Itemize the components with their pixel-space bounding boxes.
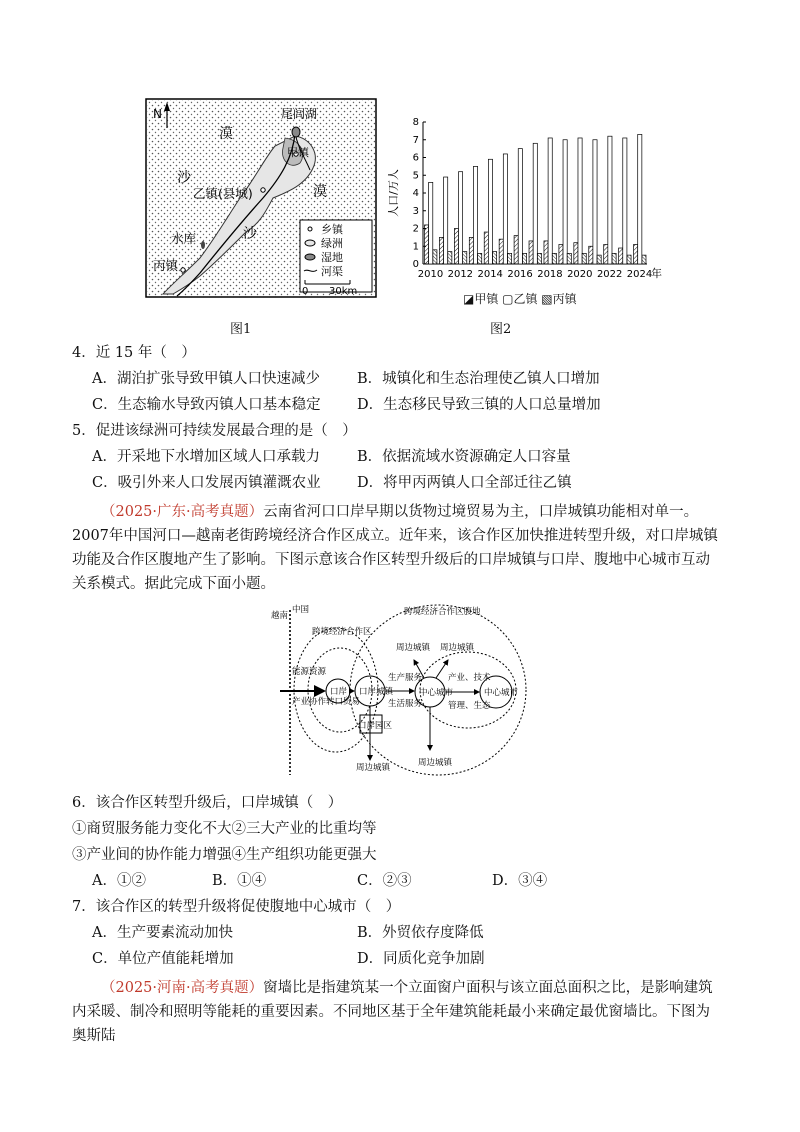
- q6-option-c[interactable]: C．②③: [357, 873, 412, 889]
- bar-丙镇-2016: [522, 253, 526, 264]
- legend-wetland: 湿地: [321, 251, 343, 264]
- bar-甲镇-2014: [484, 232, 488, 264]
- x-tick-label: 2016: [507, 269, 533, 280]
- town-bing-marker: [181, 268, 185, 272]
- q6-stem: 6．该合作区转型升级后，口岸城镇（ ）: [72, 795, 343, 811]
- bar-丙镇-2020: [582, 253, 586, 264]
- bar-乙镇-2019: [563, 140, 567, 264]
- y-axis-label: 人口/万人: [387, 169, 400, 217]
- bar-乙镇-2011: [444, 177, 448, 264]
- bar-丙镇-2023: [627, 255, 631, 264]
- diag-mgmt: 管理、生态: [448, 701, 491, 711]
- bar-甲镇-2022: [604, 244, 608, 264]
- q7-option-c[interactable]: C．单位产值能耗增加: [92, 951, 234, 967]
- y-tick-label: 8: [412, 117, 419, 128]
- bar-甲镇-2015: [499, 239, 503, 264]
- label-tail-lake: 尾闾湖: [281, 107, 318, 121]
- x-tick-label: 2012: [447, 269, 474, 280]
- bar-乙镇-2023: [623, 138, 627, 264]
- scale-end: 30km: [329, 286, 358, 297]
- y-tick-label: 1: [412, 241, 419, 253]
- x-tick-label: 2010: [417, 269, 444, 280]
- bar-乙镇-2024: [638, 134, 642, 264]
- bar-乙镇-2015: [503, 154, 507, 264]
- bar-丙镇-2024: [642, 255, 646, 264]
- bar-乙镇-2013: [473, 166, 477, 264]
- q7-option-d[interactable]: D．同质化竞争加剧: [357, 951, 485, 967]
- diag-hinterland: 跨境经济合作区腹地: [404, 607, 481, 617]
- diag-industry: 产业协作转口贸易: [292, 697, 361, 707]
- y-tick-label: 6: [412, 152, 419, 164]
- diag-port-park: 口岸园区: [358, 721, 393, 731]
- diag-center-1: 中心城市: [419, 688, 454, 698]
- y-tick-label: 3: [412, 205, 419, 217]
- passage-3-source: （2025·河南·高考真题）: [101, 980, 264, 996]
- bar-甲镇-2012: [454, 229, 458, 265]
- bar-丙镇-2018: [552, 253, 556, 264]
- diag-zone: 跨境经济合作区: [312, 627, 372, 637]
- bar-甲镇-2023: [619, 248, 623, 264]
- q4-option-b[interactable]: B．城镇化和生态治理使乙镇人口增加: [357, 371, 600, 387]
- x-tick-label: 2014: [477, 269, 503, 280]
- legend-town: 乡镇: [321, 223, 343, 236]
- label-yi: 乙镇(县城): [193, 186, 253, 201]
- q7-option-a[interactable]: A．生产要素流动加快: [92, 925, 233, 941]
- figure-1-caption: 图1: [230, 322, 252, 337]
- bar-甲镇-2017: [529, 241, 533, 264]
- bar-甲镇-2021: [589, 246, 593, 264]
- y-tick-label: 0: [412, 259, 419, 270]
- bar-乙镇-2016: [518, 149, 522, 264]
- bar-甲镇-2019: [559, 244, 563, 264]
- bar-丙镇-2010: [433, 250, 437, 264]
- q5-option-d[interactable]: D．将甲丙两镇人口全部迁往乙镇: [357, 475, 572, 491]
- diag-center-2: 中心城市: [484, 688, 519, 698]
- bar-乙镇-2022: [608, 136, 612, 264]
- bar-甲镇-2024: [634, 244, 638, 264]
- bar-甲镇-2016: [514, 236, 518, 264]
- label-sand-2: 沙: [243, 226, 257, 242]
- bar-丙镇-2012: [463, 252, 467, 264]
- q5-option-c[interactable]: C．吸引外来人口发展丙镇灌溉农业: [92, 475, 321, 491]
- bar-甲镇-2013: [469, 237, 473, 264]
- bar-丙镇-2021: [597, 255, 601, 264]
- bar-甲镇-2018: [544, 241, 548, 264]
- bar-丙镇-2015: [507, 253, 511, 264]
- label-reservoir: 水库: [171, 231, 197, 246]
- diag-life: 生活服务: [388, 699, 423, 709]
- passage-3: [72, 976, 720, 1048]
- bar-丙镇-2022: [612, 253, 616, 264]
- figure-1-map: [145, 98, 377, 298]
- reservoir-marker: [201, 241, 205, 249]
- q6-option-b[interactable]: B．①④: [212, 873, 267, 889]
- x-axis-label: 年: [651, 267, 662, 280]
- chart-legend: ◪甲镇 ▢乙镇 ▧丙镇: [463, 292, 577, 306]
- q4-option-d[interactable]: D．生态移民导致三镇的人口总量增加: [357, 397, 601, 413]
- diag-periph-3: 周边城镇: [440, 643, 475, 653]
- label-jia: 甲镇: [287, 146, 309, 159]
- figure-2-chart: [375, 110, 665, 310]
- diag-port-town: 口岸城镇: [359, 687, 394, 697]
- bar-甲镇-2020: [574, 243, 578, 264]
- x-tick-label: 2022: [596, 269, 623, 280]
- diag-port: 口岸: [330, 687, 348, 697]
- oasis-map: [145, 98, 377, 298]
- bar-甲镇-2011: [439, 237, 443, 264]
- q4-option-a[interactable]: A．湖泊扩张导致甲镇人口快速减少: [92, 371, 320, 387]
- bar-乙镇-2017: [533, 143, 537, 264]
- diag-periph-1: 周边城镇: [356, 763, 391, 773]
- q6-statements-12: ①商贸服务能力变化不大②三大产业的比重均等: [72, 821, 377, 837]
- q6-option-a[interactable]: A．①②: [92, 873, 146, 889]
- diag-energy: 能源资源: [292, 667, 327, 677]
- q4-stem: 4．近 15 年（ ）: [72, 345, 196, 361]
- x-tick-label: 2024: [626, 269, 653, 280]
- bar-丙镇-2014: [493, 252, 497, 264]
- tail-lake: [292, 127, 300, 137]
- q6-statements-34: ③产业间的协作能力增强④生产组织功能更强大: [72, 847, 377, 863]
- legend-canal: 河渠: [321, 265, 343, 278]
- q6-option-d[interactable]: D．③④: [492, 873, 548, 889]
- q4-option-c[interactable]: C．生态输水导致丙镇人口基本稳定: [92, 397, 321, 413]
- diag-periph-4: 周边城镇: [418, 758, 453, 768]
- diag-china: 中国: [292, 605, 310, 615]
- bar-丙镇-2013: [478, 253, 482, 264]
- y-tick-label: 4: [412, 188, 419, 199]
- town-yi-marker: [261, 188, 265, 192]
- q5-stem: 5．促进该绿洲可持续发展最合理的是（ ）: [72, 423, 357, 439]
- figure-3-diagram: [268, 600, 533, 780]
- passage-3-text: 窗墙比是指建筑某一个立面窗户面积与该立面总面积之比，是影响建筑内采暖、制冷和照明等能耗的重要因素。不同地区基于全年建筑能耗最小来确定最优窗墙比。下图为奥斯陆: [72, 980, 713, 1044]
- q5-option-a[interactable]: A．开采地下水增加区域人口承载力: [92, 449, 320, 465]
- scale-zero: 0: [302, 286, 309, 297]
- diag-vietnam: 越南: [271, 611, 289, 621]
- passage-2-text: 云南省河口口岸早期以货物过境贸易为主，口岸城镇功能相对单一。2007年中国河口—越南老街跨境经济合作区成立。近年来，该合作区加快推进转型升级，对口岸城镇功能及合作区腹地产生了影响。下图示意该合作区转型升级后的口岸城镇与口岸、腹地中心城市互动关系模式。据此完成下面小题。: [72, 504, 718, 592]
- y-tick-label: 7: [412, 134, 419, 146]
- bar-丙镇-2011: [448, 252, 452, 264]
- passage-2-source: （2025·广东·高考真题）: [101, 504, 264, 520]
- q7-option-b[interactable]: B．外贸依存度降低: [357, 925, 484, 941]
- population-bar-chart: [375, 110, 665, 310]
- bar-乙镇-2010: [429, 182, 433, 264]
- x-tick-label: 2020: [567, 269, 593, 280]
- label-bing: 丙镇: [153, 258, 179, 273]
- bar-乙镇-2018: [548, 138, 552, 264]
- diag-periph-2: 周边城镇: [396, 643, 431, 653]
- bar-乙镇-2012: [459, 172, 463, 264]
- bar-乙镇-2020: [578, 138, 582, 264]
- passage-2: [72, 500, 720, 596]
- label-desert-1: 漠: [219, 126, 233, 142]
- label-sand-1: 沙: [177, 170, 191, 186]
- bar-甲镇-2010: [424, 225, 428, 264]
- y-tick-label: 2: [412, 223, 419, 235]
- label-desert-2: 漠: [313, 184, 327, 200]
- bar-乙镇-2021: [593, 140, 597, 264]
- diag-prod: 生产服务: [388, 673, 423, 683]
- q5-option-b[interactable]: B．依据流域水资源确定人口容量: [357, 449, 571, 465]
- y-tick-label: 5: [412, 170, 419, 182]
- bar-丙镇-2019: [567, 253, 571, 264]
- port-town-diagram: [268, 600, 533, 780]
- x-tick-label: 2018: [537, 269, 563, 280]
- q7-stem: 7．该合作区的转型升级将促使腹地中心城市（ ）: [72, 899, 401, 915]
- bar-丙镇-2017: [537, 253, 541, 264]
- legend-oasis: 绿洲: [321, 237, 343, 250]
- figure-2-caption: 图2: [490, 322, 512, 337]
- compass-label: N: [153, 107, 162, 121]
- bar-乙镇-2014: [488, 159, 492, 264]
- diag-ind-tech: 产业、技术: [448, 673, 491, 683]
